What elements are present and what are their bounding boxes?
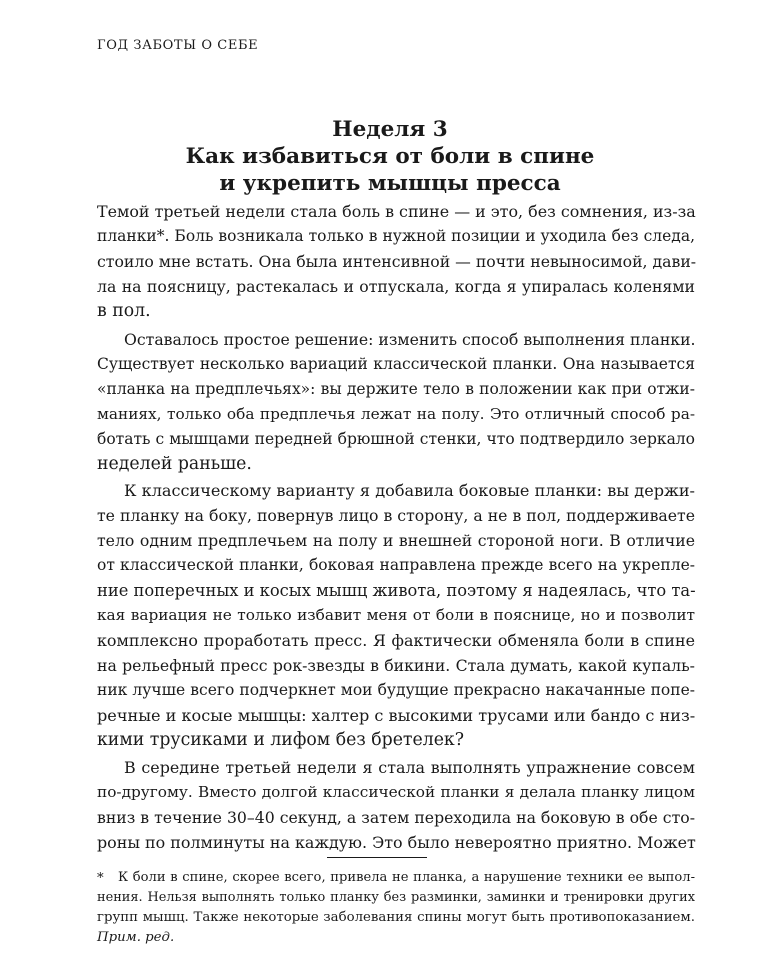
body-line: по-другому. Вместо долгой классической планки я делала планку лицом xyxy=(97,783,695,801)
body-line: ла на поясницу, растекалась и отпускала, когда я упиралась коленями xyxy=(97,277,695,296)
body-line: Существует несколько вариаций классической планки. Она называется xyxy=(97,355,695,373)
body-line: планки*. Боль возникала только в нужной позиции и уходила без следа, xyxy=(97,227,695,245)
body-line: те планку на боку, повернув лицо в сторону, а не в пол, поддерживаете xyxy=(97,506,695,525)
chapter-heading-subtitle-2: и укрепить мышцы пресса xyxy=(219,171,561,196)
body-line: комплексно проработать пресс. Я фактически обменяла боли в спине xyxy=(97,631,695,650)
body-line: маниях, только оба предплечья лежат на полу. Это отличный способ ра- xyxy=(97,405,695,423)
running-head: ГОД ЗАБОТЫ О СЕБЕ xyxy=(97,38,259,53)
body-line: стоило мне встать. Она была интенсивной — почти невыносимой, дави- xyxy=(97,252,697,271)
body-line: ботать с мышцами передней брюшной стенки, что подтвердило зеркало xyxy=(97,430,695,448)
body-line: кая вариация не только избавит меня от боли в пояснице, но и позволит xyxy=(97,606,695,624)
body-line: кими трусиками и лифом без бретелек? xyxy=(97,730,464,750)
chapter-heading-subtitle-1: Как избавиться от боли в спине xyxy=(185,144,595,169)
footnote-divider xyxy=(327,857,427,858)
footnote-line: К боли в спине, скорее всего, привела не планка, а нарушение техники ее выпол- xyxy=(118,870,695,885)
body-line: в пол. xyxy=(97,301,151,321)
body-line: ник лучше всего подчеркнет мои будущие прекрасно накачанные попе- xyxy=(97,681,695,699)
body-line: на рельефный пресс рок-звезды в бикини. Стала думать, какой купаль- xyxy=(97,656,695,675)
body-line: «планка на предплечьях»: вы держите тело в положении как при отжи- xyxy=(97,380,695,398)
body-line: речные и косые мышцы: халтер с высокими трусами или бандо с низ- xyxy=(97,706,696,725)
footnote-editor-note: Прим. ред. xyxy=(97,930,175,945)
body-line: К классическому варианту я добавила боковые планки: вы держи- xyxy=(124,481,695,500)
body-line: Темой третьей недели стала боль в спине — и это, без сомнения, из-за xyxy=(97,202,696,221)
footnote-line: нения. Нельзя выполнять только планку без разминки, заминки и тренировки других xyxy=(97,890,695,905)
body-line: от классической планки, боковая направлена прежде всего на укрепле- xyxy=(97,556,695,574)
body-line: тело одним предплечьем на полу и внешней стороной ноги. В отличие xyxy=(97,531,695,550)
body-line: ние поперечных и косых мышц живота, поэтому я надеялась, что та- xyxy=(97,581,696,600)
chapter-heading-week: Неделя 3 xyxy=(332,117,448,142)
body-line: неделей раньше. xyxy=(97,454,252,474)
body-line: роны по полминуты на каждую. Это было невероятно приятно. Может xyxy=(97,833,696,852)
footnote-line: групп мышц. Также некоторые заболевания спины могут быть противопоказанием. xyxy=(97,910,695,925)
body-line: вниз в течение 30–40 секунд, а затем переходила на боковую в обе сто- xyxy=(97,808,695,827)
body-line: Оставалось простое решение: изменить способ выполнения планки. xyxy=(124,330,696,349)
body-line: В середине третьей недели я стала выполнять упражнение совсем xyxy=(124,758,695,777)
footnote-mark: * xyxy=(97,871,104,886)
